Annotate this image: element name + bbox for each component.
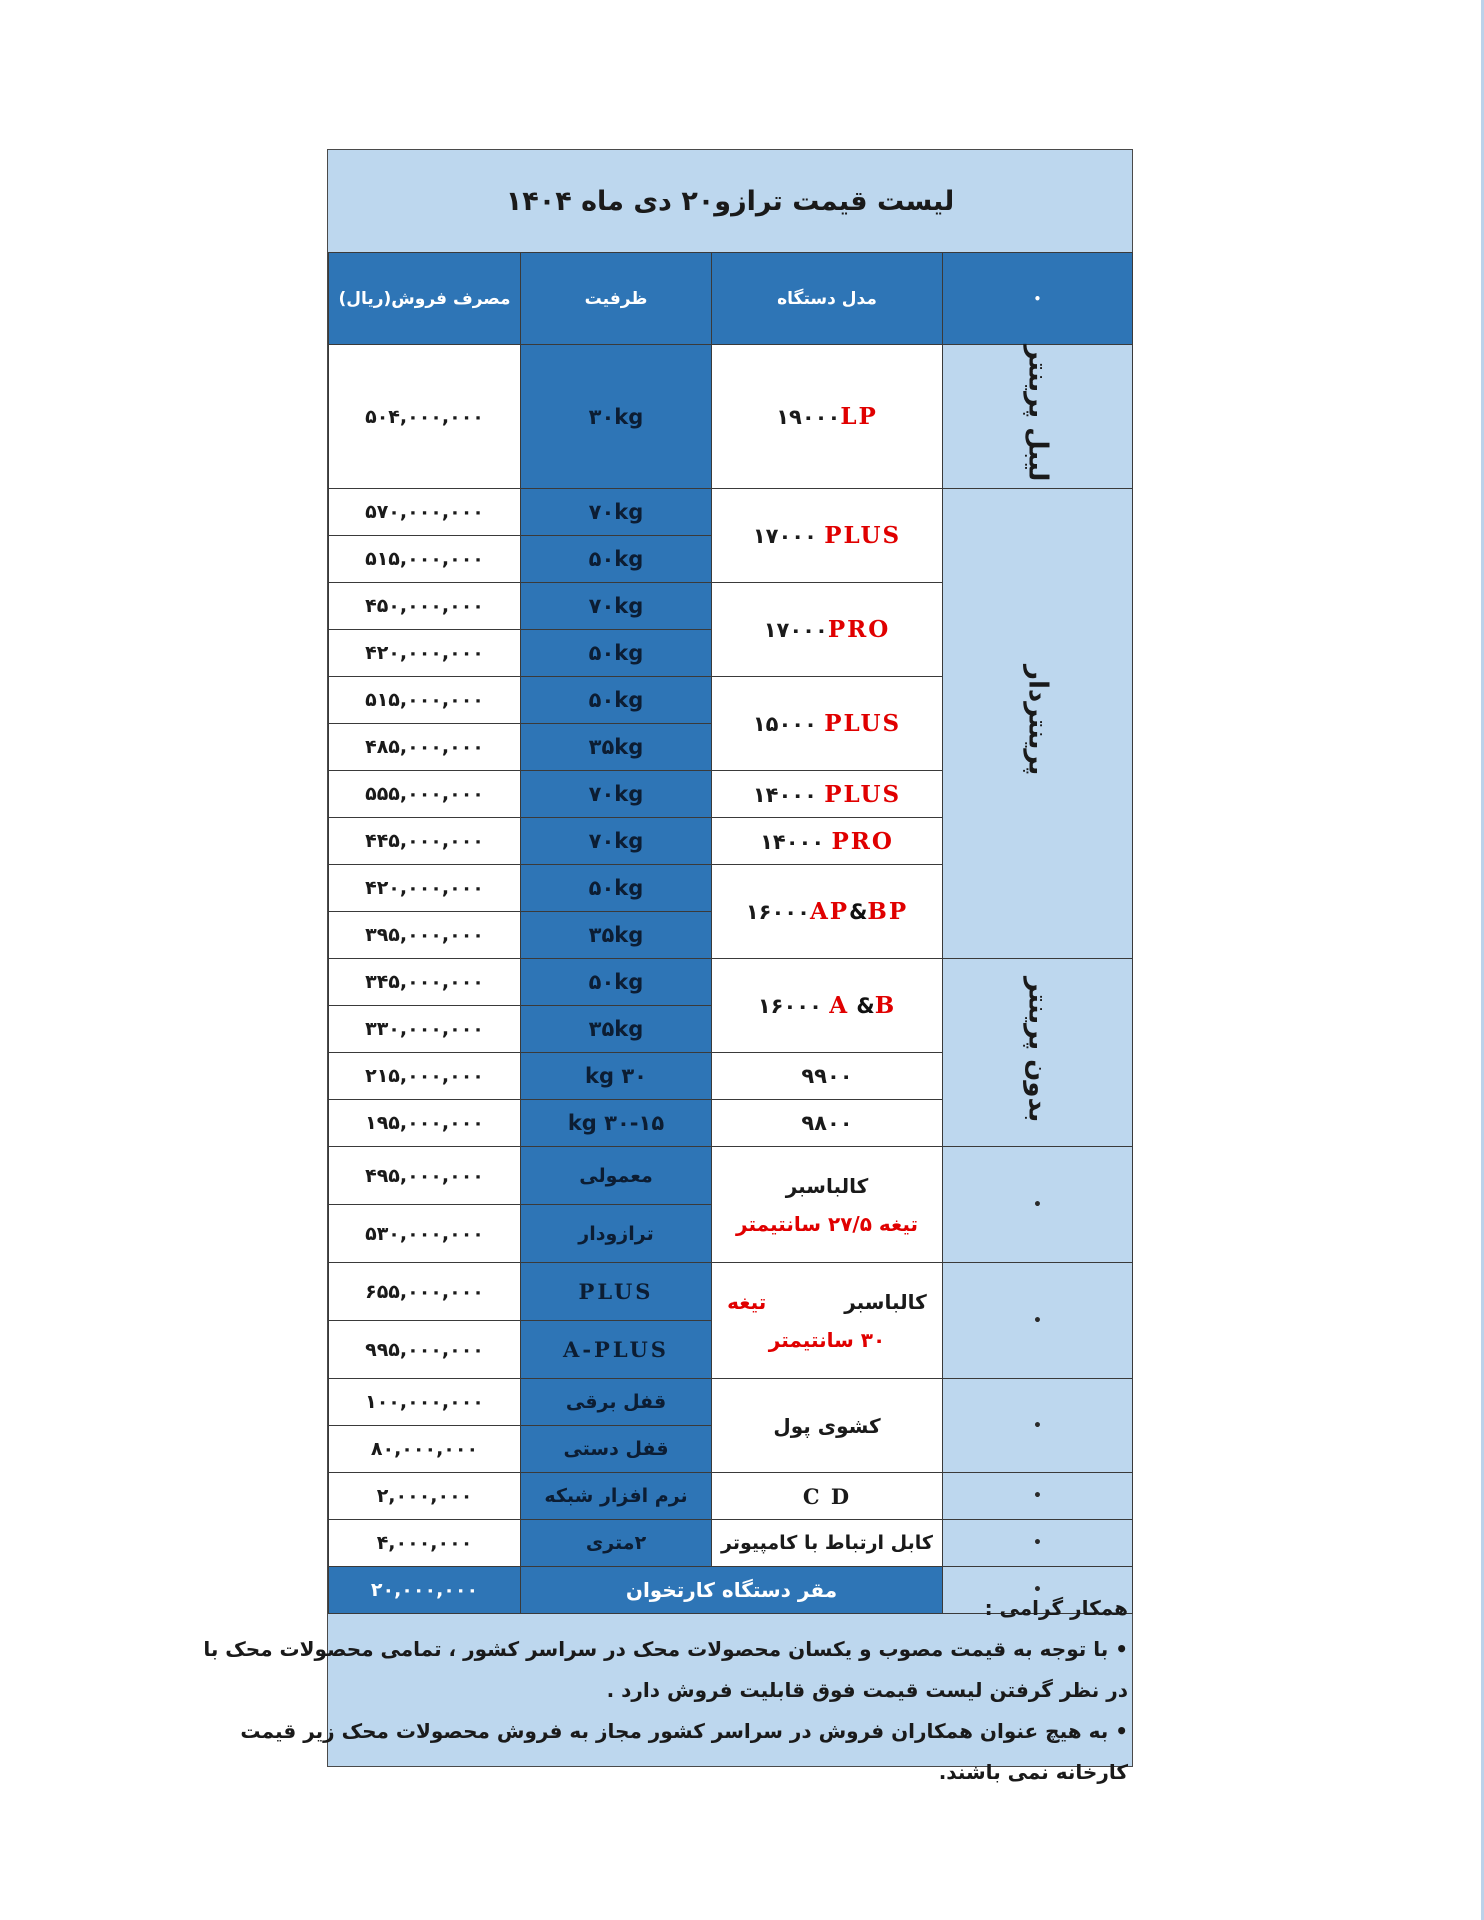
- note-text: به هیچ عنوان همکاران فروش در سراسر کشور مجاز به فروش محصولات محک زیر قیمت: [240, 1719, 1109, 1743]
- price-cell: ۴۲۰,۰۰۰,۰۰۰: [329, 865, 521, 912]
- model-lp19000: ۱۹۰۰۰LP: [712, 345, 943, 489]
- note-text: با توجه به قیمت مصوب و یکسان محصولات محک در سراسر کشور ، تمامی محصولات محک با: [203, 1637, 1109, 1661]
- row-bullet: •: [943, 1520, 1133, 1567]
- price-cell: ۱۰۰,۰۰۰,۰۰۰: [329, 1379, 521, 1426]
- category-without-printer: بدون پرینتر: [943, 959, 1133, 1147]
- slicer-name: کالباسبر: [785, 1173, 869, 1198]
- price-cell: ۲,۰۰۰,۰۰۰: [329, 1473, 521, 1520]
- price-table: [328, 252, 1133, 1614]
- note-bullet: •: [1115, 1637, 1128, 1661]
- price-cell: ۲۰,۰۰۰,۰۰۰: [329, 1567, 521, 1614]
- model-pro17000: ۱۷۰۰۰PRO: [712, 583, 943, 677]
- capacity-cell: ۳۵kg: [521, 912, 712, 959]
- note-item: [240, 1711, 1128, 1752]
- page-title: لیست قیمت ترازو۲۰ دی ماه ۱۴۰۴: [505, 185, 955, 217]
- capacity-cell: معمولی: [521, 1147, 712, 1205]
- table-row: [329, 345, 1133, 489]
- capacity-cell: ۷۰kg: [521, 583, 712, 630]
- capacity-cell: ۳۰kg: [521, 345, 712, 489]
- capacity-cell: ۷۰kg: [521, 489, 712, 536]
- price-cell: ۳۹۵,۰۰۰,۰۰۰: [329, 912, 521, 959]
- model-slicer-275: [712, 1147, 943, 1263]
- capacity-cell: ۳۵kg: [521, 1006, 712, 1053]
- price-cell: ۴۵۰,۰۰۰,۰۰۰: [329, 583, 521, 630]
- model-plus17000: ۱۷۰۰۰ PLUS: [712, 489, 943, 583]
- table-row: [329, 489, 1133, 536]
- capacity-cell: ۲متری: [521, 1520, 712, 1567]
- price-cell: ۵۷۰,۰۰۰,۰۰۰: [329, 489, 521, 536]
- model-9900: ۹۹۰۰: [712, 1053, 943, 1100]
- price-cell: ۴۸۵,۰۰۰,۰۰۰: [329, 724, 521, 771]
- price-cell: ۶۵۵,۰۰۰,۰۰۰: [329, 1263, 521, 1321]
- capacity-cell: ۳۵kg: [521, 724, 712, 771]
- capacity-cell: ۵۰kg: [521, 677, 712, 724]
- capacity-cell: ۷۰kg: [521, 771, 712, 818]
- price-cell: ۵۱۵,۰۰۰,۰۰۰: [329, 536, 521, 583]
- header-model: مدل دستگاه: [712, 253, 943, 345]
- row-bullet: •: [943, 1379, 1133, 1473]
- slicer-name: کالباسبر: [844, 1289, 927, 1314]
- price-cell: ۸۰,۰۰۰,۰۰۰: [329, 1426, 521, 1473]
- category-with-printer: پرینتردار: [943, 489, 1133, 959]
- row-bullet: •: [943, 1147, 1133, 1263]
- model-9800: ۹۸۰۰: [712, 1100, 943, 1147]
- capacity-cell: ۷۰kg: [521, 818, 712, 865]
- header-index: •: [943, 253, 1133, 345]
- category-label-printer: لیبل پرینتر: [943, 345, 1133, 489]
- note-text-continued: کارخانه نمی باشند.: [938, 1760, 1128, 1784]
- capacity-cell: ۵۰kg: [521, 630, 712, 677]
- model-cable: کابل ارتباط با کامپیوتر: [712, 1520, 943, 1567]
- capacity-cell: A-PLUS: [521, 1321, 712, 1379]
- table-row: [329, 1379, 1133, 1426]
- notes-greeting: همکار گرامی :: [984, 1596, 1128, 1620]
- capacity-cell: ۵۰kg: [521, 536, 712, 583]
- capacity-cell: ۳۰-۱۵ kg: [521, 1100, 712, 1147]
- price-cell: ۴,۰۰۰,۰۰۰: [329, 1520, 521, 1567]
- table-row: [329, 959, 1133, 1006]
- note-bullet: •: [1115, 1719, 1128, 1743]
- header-price: مصرف فروش(ریال): [329, 253, 521, 345]
- model-plus14000: ۱۴۰۰۰ PLUS: [712, 771, 943, 818]
- price-cell: ۱۹۵,۰۰۰,۰۰۰: [329, 1100, 521, 1147]
- row-bullet: •: [943, 1567, 1133, 1614]
- capacity-cell: PLUS: [521, 1263, 712, 1321]
- price-cell: ۵۵۵,۰۰۰,۰۰۰: [329, 771, 521, 818]
- slicer-blade: تیغه ۲۷/۵ سانتیمتر: [736, 1211, 918, 1236]
- model-cd: C D: [712, 1473, 943, 1520]
- notes-section: [203, 1580, 1132, 1784]
- capacity-cell: قفل دستی: [521, 1426, 712, 1473]
- price-cell: ۴۹۵,۰۰۰,۰۰۰: [329, 1147, 521, 1205]
- table-row: [329, 1263, 1133, 1321]
- capacity-cell: ۳۰ kg: [521, 1053, 712, 1100]
- header-capacity: ظرفیت: [521, 253, 712, 345]
- price-cell: ۴۲۰,۰۰۰,۰۰۰: [329, 630, 521, 677]
- slicer-blade-size: ۳۰ سانتیمتر: [768, 1327, 886, 1352]
- price-cell: ۳۳۰,۰۰۰,۰۰۰: [329, 1006, 521, 1053]
- capacity-cell: ترازودار: [521, 1205, 712, 1263]
- row-bullet: •: [943, 1263, 1133, 1379]
- note-text-continued: در نظر گرفتن لیست قیمت فوق قابلیت فروش دارد .: [606, 1678, 1128, 1702]
- price-cell: ۵۱۵,۰۰۰,۰۰۰: [329, 677, 521, 724]
- row-bullet: •: [943, 1473, 1133, 1520]
- capacity-cell: قفل برقی: [521, 1379, 712, 1426]
- capacity-cell: ۵۰kg: [521, 865, 712, 912]
- note-item: [203, 1629, 1128, 1670]
- model-apbp16000: ۱۶۰۰۰AP&BP: [712, 865, 943, 959]
- price-cell: ۹۹۵,۰۰۰,۰۰۰: [329, 1321, 521, 1379]
- price-cell: ۲۱۵,۰۰۰,۰۰۰: [329, 1053, 521, 1100]
- price-cell: ۴۴۵,۰۰۰,۰۰۰: [329, 818, 521, 865]
- table-row: [329, 1473, 1133, 1520]
- model-plus15000: ۱۵۰۰۰ PLUS: [712, 677, 943, 771]
- price-cell: ۳۴۵,۰۰۰,۰۰۰: [329, 959, 521, 1006]
- capacity-cell: ۵۰kg: [521, 959, 712, 1006]
- slicer-blade-word: تیغه: [727, 1289, 767, 1314]
- table-row: [329, 1520, 1133, 1567]
- model-pro14000: ۱۴۰۰۰ PRO: [712, 818, 943, 865]
- table-row: [329, 1147, 1133, 1205]
- price-cell: ۵۰۴,۰۰۰,۰۰۰: [329, 345, 521, 489]
- model-card-reader-mount: مقر دستگاه کارتخوان: [521, 1567, 943, 1614]
- price-cell: ۵۳۰,۰۰۰,۰۰۰: [329, 1205, 521, 1263]
- capacity-cell: نرم افزار شبکه: [521, 1473, 712, 1520]
- model-slicer-30: [712, 1263, 943, 1379]
- price-list-sheet: [203, 149, 1133, 1784]
- model-ab16000: ۱۶۰۰۰ A &B: [712, 959, 943, 1053]
- model-cash-drawer: کشوی پول: [712, 1379, 943, 1473]
- table-header-row: [329, 253, 1133, 345]
